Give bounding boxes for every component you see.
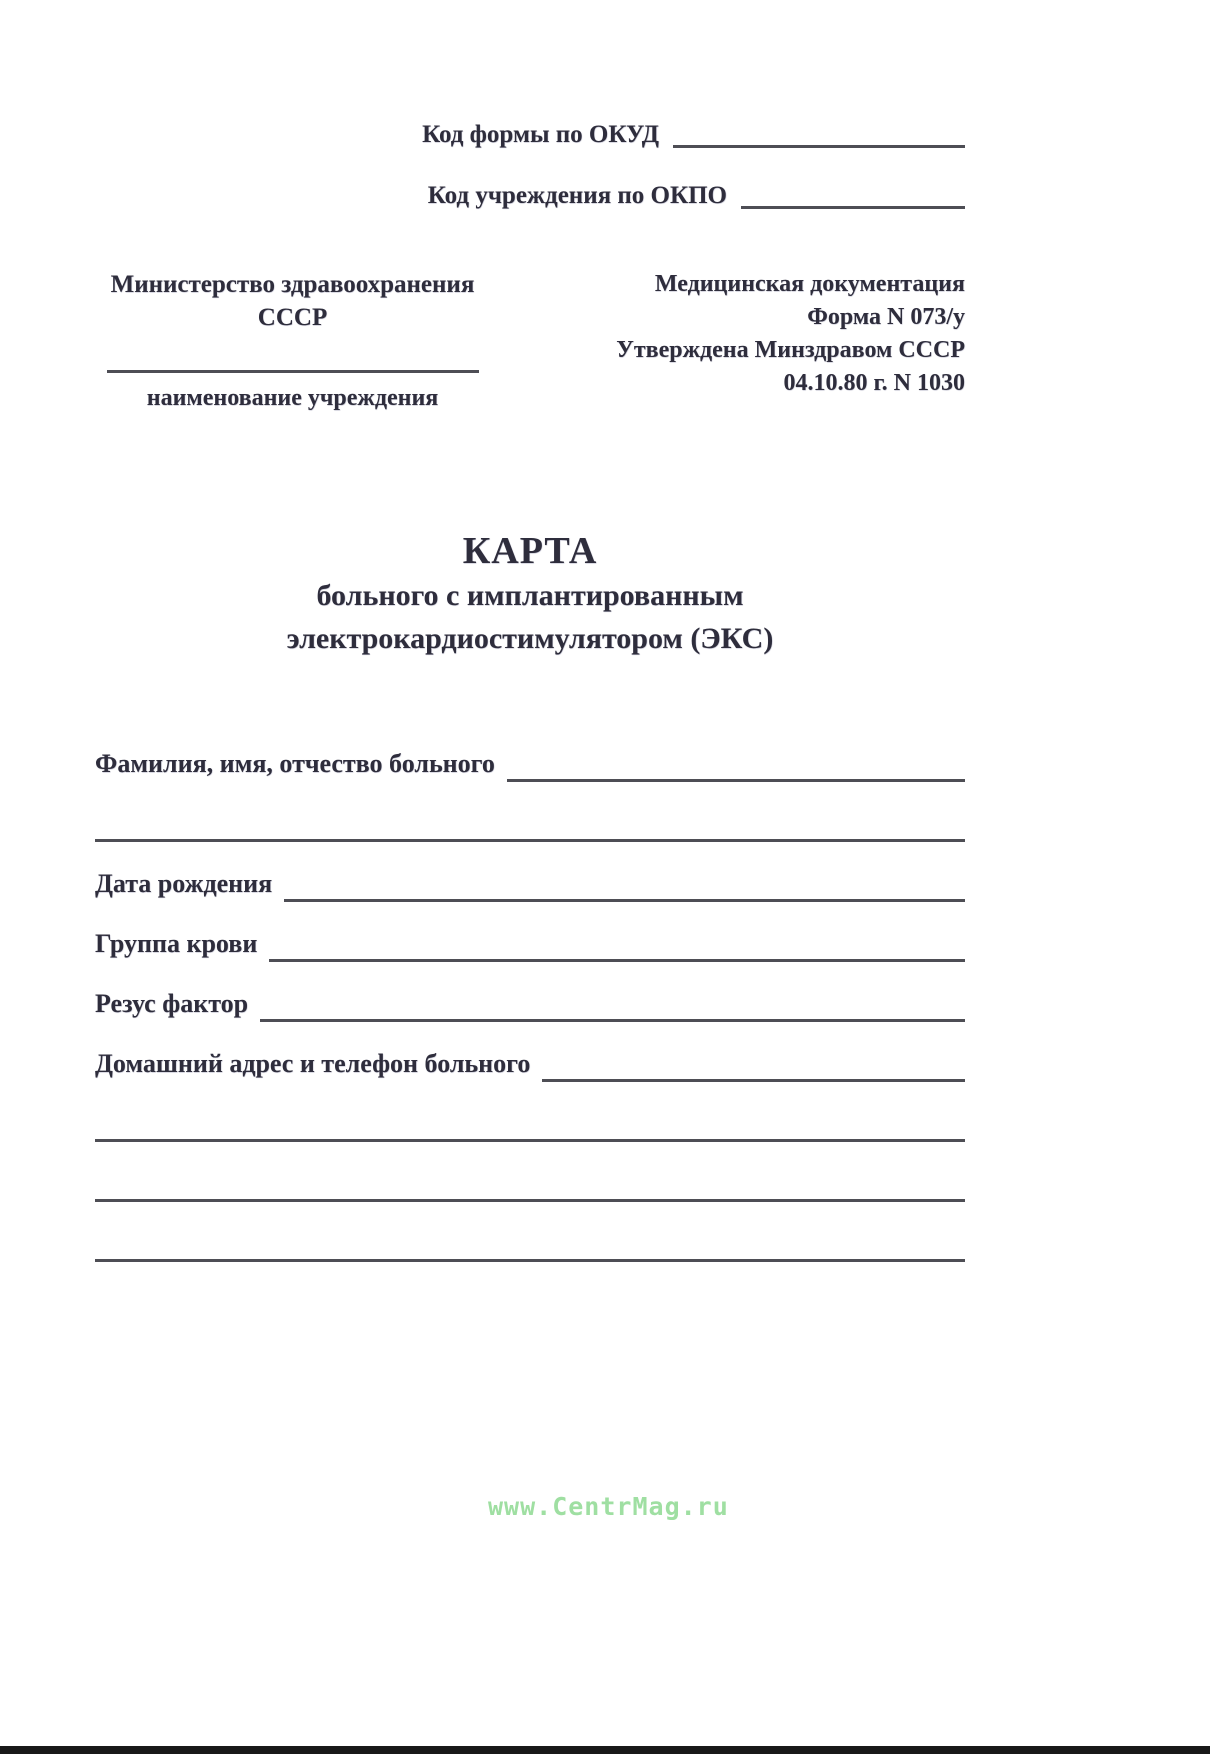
field-home-address-continuation-line-1 — [95, 1139, 965, 1142]
document-title-block — [95, 528, 965, 660]
institution-name-blank-line — [107, 370, 479, 373]
field-rh-factor — [95, 962, 965, 1022]
document-subtitle-line2: электрокардиостимулятором (ЭКС) — [286, 622, 774, 655]
scan-edge-bar — [0, 1746, 1210, 1754]
ministry-name-line1: Министерство здравоохранения — [110, 271, 475, 298]
doc-meta-line1: Медицинская документация — [654, 271, 965, 297]
field-birth-date-label: Дата рождения — [95, 869, 273, 898]
doc-meta-line3: Утверждена Минздравом СССР — [616, 337, 965, 363]
patient-fields-section — [95, 722, 965, 1262]
okpo-code-row — [95, 181, 965, 212]
ministry-name-line2: СССР — [257, 304, 328, 331]
field-blood-group-blank-line — [269, 959, 965, 962]
document-subtitle-line1: больного с имплантированным — [316, 579, 744, 612]
field-home-address-continuation-3 — [95, 1202, 965, 1262]
form-content — [95, 0, 965, 1262]
field-home-address-continuation-line-3 — [95, 1259, 965, 1262]
field-patient-name-continuation-line — [95, 839, 965, 842]
okud-code-label: Код формы по ОКУД — [422, 121, 659, 148]
okpo-code-blank-line — [741, 206, 965, 209]
okud-code-blank-line — [673, 145, 965, 148]
doc-meta-line4: 04.10.80 г. N 1030 — [783, 370, 965, 396]
issuer-block — [95, 268, 490, 412]
field-blood-group — [95, 902, 965, 962]
field-home-address-continuation-1 — [95, 1082, 965, 1142]
field-home-address-blank-line — [542, 1079, 965, 1082]
field-birth-date-blank-line — [284, 899, 965, 902]
field-home-address-continuation-line-2 — [95, 1199, 965, 1202]
field-home-address-label: Домашний адрес и телефон больного — [95, 1049, 531, 1078]
field-patient-name — [95, 722, 965, 782]
field-home-address — [95, 1022, 965, 1082]
field-patient-name-blank-line — [507, 779, 965, 782]
issuer-and-doc-meta-row — [95, 268, 965, 412]
field-home-address-continuation-2 — [95, 1142, 965, 1202]
field-birth-date — [95, 842, 965, 902]
field-blood-group-label: Группа крови — [95, 929, 258, 958]
doc-meta-line2: Форма N 073/у — [807, 304, 965, 330]
field-patient-name-continuation — [95, 782, 965, 842]
field-rh-factor-label: Резус фактор — [95, 989, 249, 1018]
okpo-code-label: Код учреждения по ОКПО — [427, 182, 727, 209]
institution-name-caption: наименование учреждения — [146, 385, 439, 411]
centrmag-watermark: www.CentrMag.ru — [488, 1492, 729, 1521]
field-patient-name-label: Фамилия, имя, отчество больного — [95, 749, 495, 778]
field-rh-factor-blank-line — [260, 1019, 965, 1022]
doc-meta-block — [535, 268, 965, 412]
document-title: КАРТА — [462, 530, 598, 572]
okud-code-row — [95, 120, 965, 151]
